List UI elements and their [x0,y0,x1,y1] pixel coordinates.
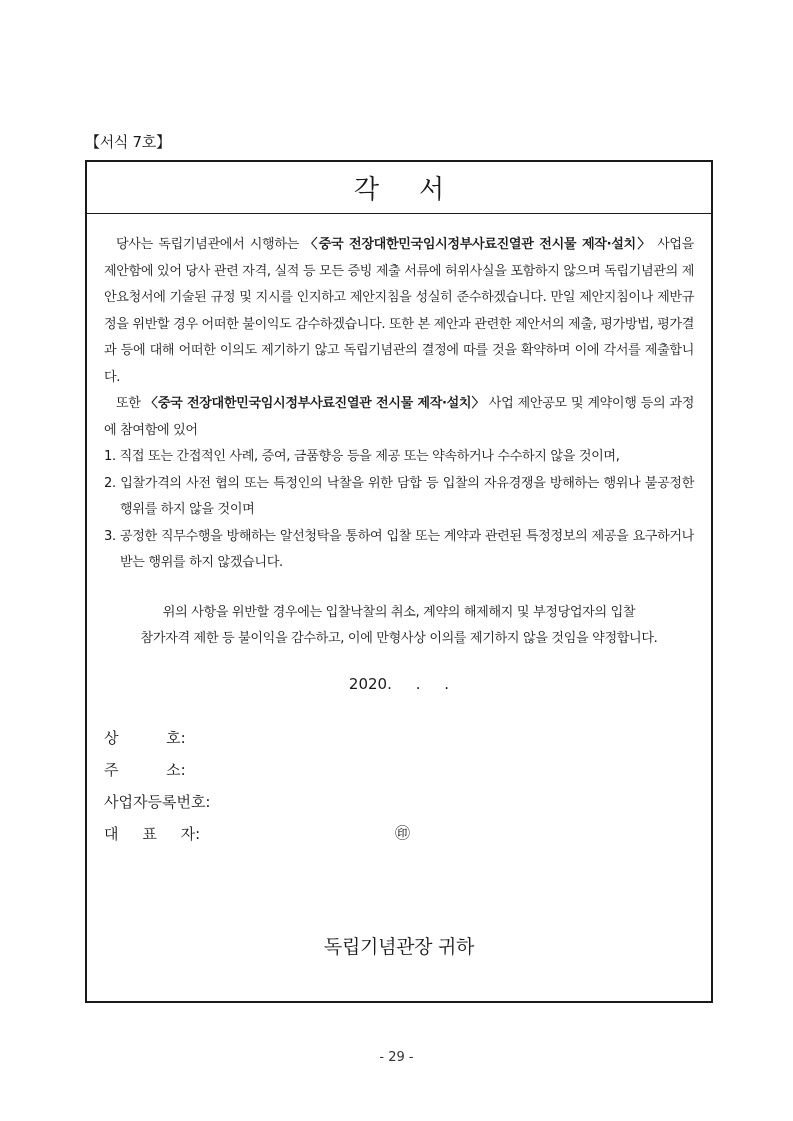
company-field [104,722,694,754]
address-label: 주 소: [104,761,186,779]
date-text: 2020. . . [348,674,450,693]
paragraph-intro-after: 사업을 제안함에 있어 당사 관련 자격, 실적 등 모든 증빙 제출 서류에 허위사실을 포함하지 않으며 독립기념관의 제안요청서에 기술된 규정 및 지시를 인지하고 제안지침을 성실히 준수하겠습니다. 만일 제안지침이나 제반규정을 위반할 경우 어떠한 불이익도 감수하겠습니다. 또한 본 제안과 관련한 제안서의 제출, 평가방법, 평가결과 등에 대해 어떠한 이의도 제기하기 않고 독립기념관의 결정에 따를 것을 확약하며 이에 각서를 제출합니다. [104,237,694,385]
paragraph-participation-before: 또한 [116,396,145,411]
registration-label: 사업자등록번호: [104,793,211,811]
seal-mark: ㊞ [395,824,411,842]
pledge-item-3: 3. 공정한 직무수행을 방해하는 알선청탁을 통하여 입찰 또는 계약과 관련된 특정정보의 제공을 요구하거나 받는 행위를 하지 않겠습니다. [104,528,694,570]
date-line [104,675,694,693]
registration-field [104,786,694,818]
pledge-statement [104,600,694,653]
pledge-form-frame [85,160,713,1003]
project-name: 〈중국 전장대한민국임시정부사료진열관 전시물 제작·설치〉 [304,237,652,252]
pledge-item-2: 2. 입찰가격의 사전 협의 또는 특정인의 낙찰을 위한 담합 등 입찰의 자유경쟁을 방해하는 행위나 불공정한 행위를 하지 않을 것이며 [104,475,694,517]
project-name-2: 〈중국 전장대한민국임시정부사료진열관 전시물 제작·설치〉 [144,396,485,411]
form-content [87,214,711,850]
paragraph-participation [104,391,694,444]
title-row [87,162,711,214]
paragraph-intro-before: 당사는 독립기념관에서 시행하는 [116,237,305,252]
page-number: - 29 - [379,1050,414,1065]
company-label: 상 호: [104,729,186,747]
addressee: 독립기념관장 귀하 [323,936,475,958]
document-title: 각서 [353,175,485,205]
representative-label: 대 표 자: [104,825,201,843]
address-field [104,754,694,786]
form-label: 【서식 7호】 [85,133,171,151]
pledge-item-list [104,444,694,577]
pledge-line-1: 위의 사항을 위반할 경우에는 입찰낙찰의 취소, 계약의 해제해지 및 부정당업자의 입찰 [162,604,636,620]
paragraph-intro [104,232,694,391]
pledge-item-1: 1. 직접 또는 간접적인 사례, 증여, 금품향응 등을 제공 또는 약속하거나 수수하지 않을 것이며, [104,449,620,464]
pledge-line-2: 참가자격 제한 등 불이익을 감수하고, 이에 만형사상 이의를 제기하지 않을 것임을 약정합니다. [140,631,658,646]
paragraph-participation-after: 사업 제안공모 및 계약이행 등의 과정에 참여함에 있어 [104,396,694,438]
